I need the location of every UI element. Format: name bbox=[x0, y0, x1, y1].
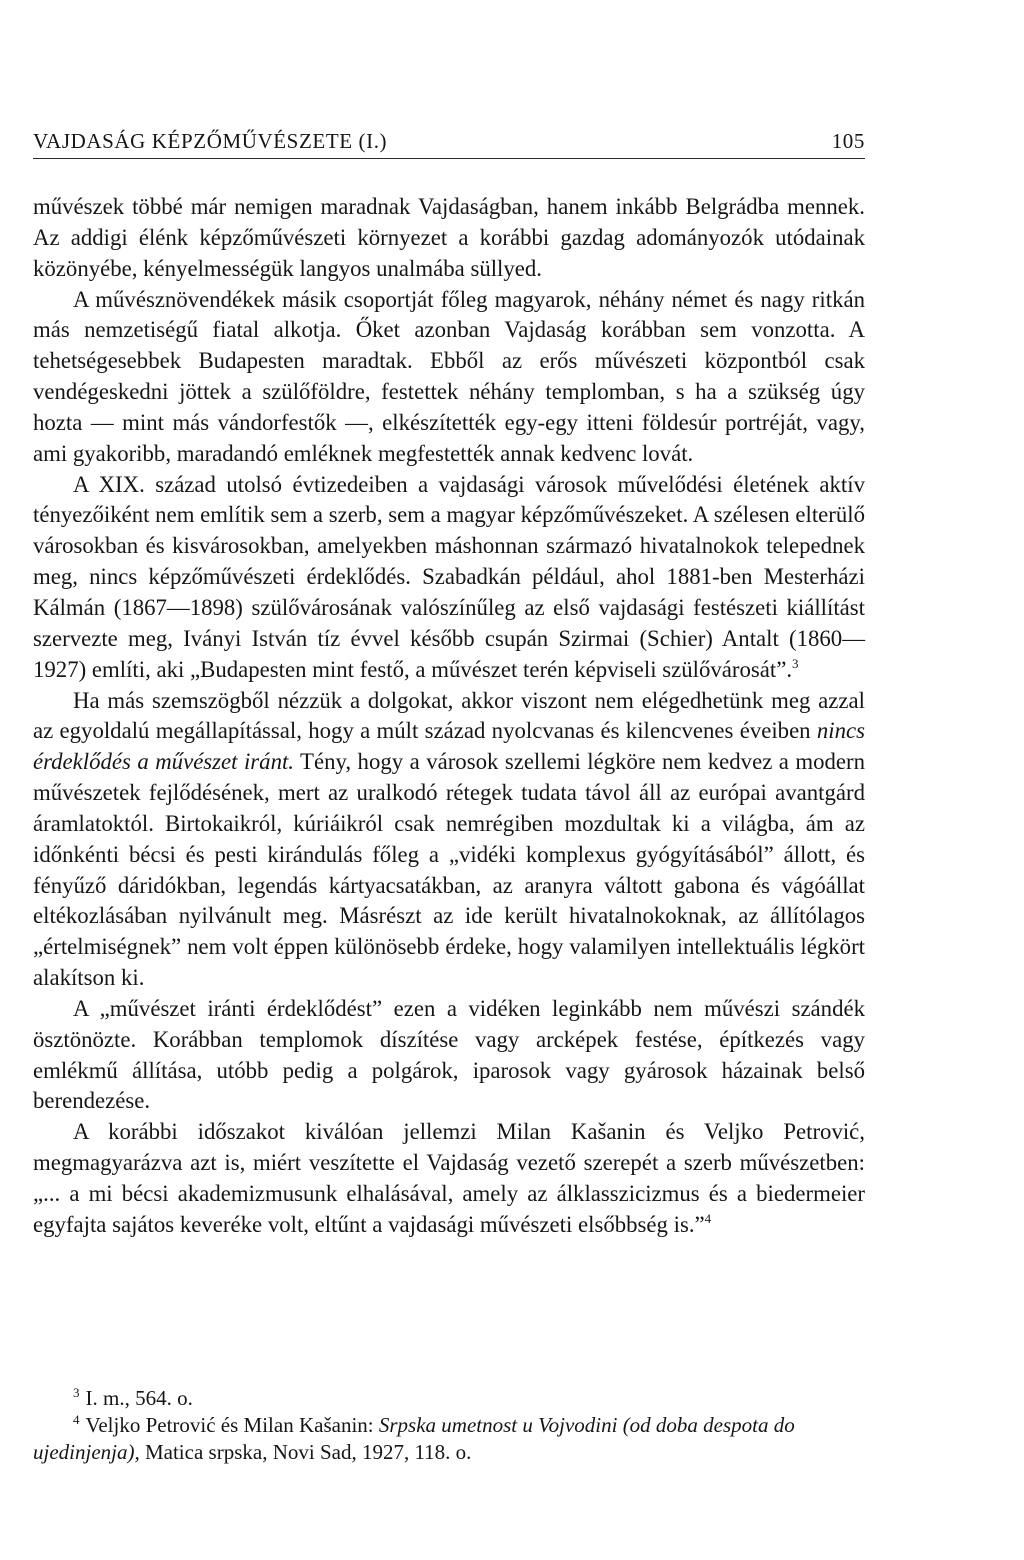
paragraph-1: művészek többé már nemigen maradnak Vajdaságban, hanem inkább Belgrádba mennek. Az addigi élénk képzőművészeti környezet a korábbi gazdag adományozók utódainak közönyébe, kényelmességük langyos unalmába süllyed. bbox=[33, 194, 865, 281]
running-title: VAJDASÁG KÉPZŐMŰVÉSZETE (I.) bbox=[33, 129, 388, 153]
paragraph-4-emphasis: nincs érdeklődés a művészet iránt. bbox=[33, 718, 865, 775]
footnote-4-title: Srpska umetnost u Vojvodini (od doba despota do ujedinjenja), bbox=[33, 1413, 795, 1464]
page-number: 105 bbox=[831, 129, 865, 153]
header-rule bbox=[33, 158, 865, 159]
footnote-ref-3: 3 bbox=[792, 655, 799, 671]
footnote-4-mark: 4 bbox=[73, 1412, 80, 1427]
running-head bbox=[33, 128, 865, 154]
paragraph-4-text-a: Ha más szemszögből nézzük a dolgokat, akkor viszont nem elégedhetünk meg azzal az egyoldalú megállapítással, hogy a múlt század nyolcvanas és kilencvenes éveiben bbox=[33, 687, 865, 744]
footnote-4 bbox=[33, 1412, 865, 1466]
footnote-3-mark: 3 bbox=[73, 1385, 80, 1400]
paragraph-3 bbox=[33, 470, 865, 686]
paragraph-4-text-b: Tény, hogy a városok szellemi légköre nem kedvez a modern művészetek fejlődésének, mert az uralkodó rétegek tudata távol áll az európai avantgárd áramlatoktól. Birtokaikról, kúriáikról csak nemrégiben mozdultak ki a világba, ám az időnkénti bécsi és pesti kirándulás főleg a „vidéki komplexus gyógyításából” állott, és fényűző dáridókban, legendás kártyacsatákban, az aranyra váltott gabona és vágóállat eltékozlásában nyilvánult meg. Másrészt az ide került hivatalnokoknak, az állítólagos „értelmiségnek” nem volt éppen különösebb érdeke, hogy valamilyen intellektuális légkört alakítson ki. bbox=[33, 749, 865, 991]
footnote-3-text: I. m., 564. o. bbox=[85, 1386, 193, 1410]
paragraph-6-text: A korábbi időszakot kiválóan jellemzi Milan Kašanin és Veljko Petrović, megmagyarázva azt is, miért veszítette el Vajdaság vezető szerepét a szerb művészetben: „... a mi bécsi akademizmusunk elhalásával, amely az álklasszicizmus és a biedermeier egyfajta sajátos keveréke volt, eltűnt a vajdasági művészeti elsőbbség is.” bbox=[33, 1119, 865, 1237]
footnote-3 bbox=[33, 1385, 865, 1412]
paragraph-5: A „művészet iránti érdeklődést” ezen a vidéken leginkább nem művészi szándék ösztönözte. Korábban templomok díszítése vagy arcképek festése, építkezés vagy emlékmű állítása, utóbb pedig a polgárok, iparosok vagy gyárosok házainak belső berendezése. bbox=[33, 995, 865, 1114]
paragraph-6 bbox=[33, 1117, 865, 1240]
footnote-4-text-b: Matica srpska, Novi Sad, 1927, 118. o. bbox=[139, 1440, 472, 1464]
paragraph-2: A művésznövendékek másik csoportját főleg magyarok, néhány német és nagy ritkán más nemzetiségű fiatal alkotja. Őket azonban Vajdaság korábban sem vonzotta. A tehetségesebbek Budapesten maradtak. Ebből az erős művészeti központból csak vendégeskedni jöttek a szülőföldre, festettek néhány templomban, s ha a szükség úgy hozta — mint más vándorfestők —, elkészítették egy-egy itteni földesúr portréját, vagy, ami gyakoribb, maradandó emléknek megfestették annak kedvenc lovát. bbox=[33, 286, 865, 466]
paragraph-4 bbox=[33, 686, 865, 994]
paragraph-3-text: A XIX. század utolsó évtizedeiben a vajdasági városok művelődési életének aktív tényezőiként nem említik sem a szerb, sem a magyar képzőművészeket. A szélesen elterülő városokban és kisvárosokban, amelyekben máshonnan származó hivatalnokok telepednek meg, nincs képzőművészeti érdeklődés. Szabadkán például, ahol 1881-ben Mesterházi Kálmán (1867—1898) szülővárosának valószínűleg az első vajdasági festészeti kiállítást szervezte meg, Iványi István tíz évvel később csupán Szirmai (Schier) Antalt (1860—1927) említi, aki „Budapesten mint festő, a művészet terén képviseli szülővárosát”. bbox=[33, 471, 865, 682]
footnote-ref-4: 4 bbox=[704, 1210, 712, 1226]
body-text bbox=[33, 192, 865, 1241]
footnotes bbox=[33, 1385, 865, 1466]
footnote-4-text-a: Veljko Petrović és Milan Kašanin: bbox=[85, 1413, 379, 1437]
